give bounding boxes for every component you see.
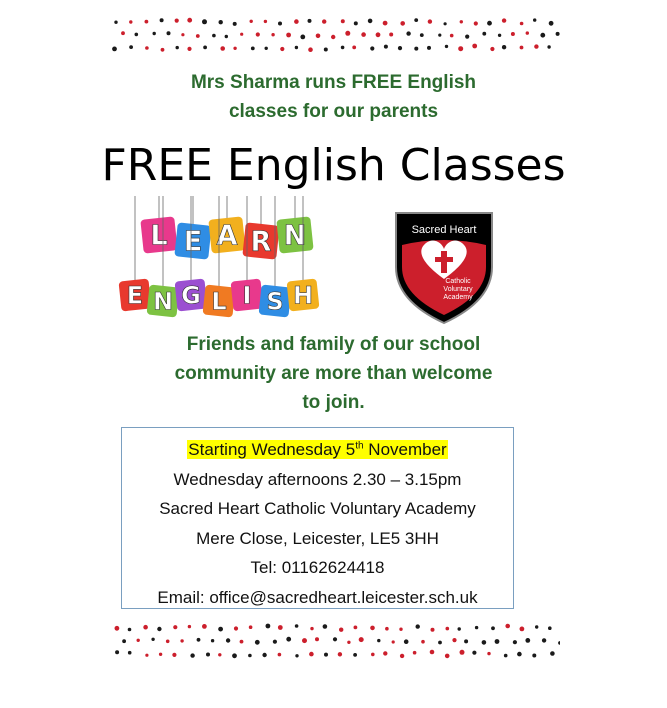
decor-dot <box>219 20 223 24</box>
decor-dot <box>226 638 230 642</box>
decor-dot <box>211 639 214 642</box>
decor-dot <box>310 627 313 630</box>
crest-line-1: Catholic <box>445 278 471 285</box>
decor-dot <box>520 627 525 632</box>
decor-dot <box>278 653 282 657</box>
tag-letter: N <box>152 287 174 316</box>
decor-dot <box>482 32 486 36</box>
decor-dot <box>316 34 321 39</box>
tag-letter: H <box>292 281 314 310</box>
class-details-box <box>121 427 514 609</box>
decor-dot <box>129 20 132 23</box>
decor-dot <box>465 35 469 39</box>
decor-dot <box>472 44 477 49</box>
venue-line: Sacred Heart Catholic Voluntary Academy <box>159 499 476 518</box>
decor-dot <box>271 33 274 36</box>
decor-dot <box>416 624 420 628</box>
start-date-ordinal: th <box>355 440 364 452</box>
decor-dot <box>371 653 375 657</box>
decor-dot <box>532 654 536 658</box>
decor-dot <box>234 626 238 630</box>
start-date-suffix: November <box>363 440 447 459</box>
decor-dot <box>556 32 560 36</box>
tag-letter: I <box>242 281 252 310</box>
decor-dot <box>491 626 495 630</box>
decor-dot <box>225 35 228 38</box>
dot-border-bottom <box>110 622 560 662</box>
decor-dot <box>190 653 194 657</box>
decor-dot <box>256 32 260 36</box>
decor-dot <box>548 626 552 630</box>
decor-dot <box>505 624 510 629</box>
decor-dot <box>420 33 424 37</box>
decor-dot <box>300 35 305 40</box>
decor-dot <box>520 22 524 26</box>
decor-dot <box>406 31 410 35</box>
intro-line-2: classes for our parents <box>228 101 439 122</box>
decor-dot <box>220 46 225 51</box>
decor-dot <box>203 46 207 50</box>
decor-dot <box>558 641 560 645</box>
decor-dot <box>115 650 119 654</box>
tag-letter: A <box>216 220 238 252</box>
decor-dot <box>294 19 299 24</box>
decor-dot <box>400 21 405 26</box>
decor-dot <box>490 47 494 51</box>
decor-dot <box>145 654 148 657</box>
decor-dot <box>354 21 358 25</box>
decor-dot <box>428 19 432 23</box>
decor-dot <box>376 32 381 37</box>
decor-dot <box>398 46 402 50</box>
decor-dot <box>187 47 191 51</box>
decor-dot <box>128 651 132 655</box>
decor-dot <box>115 626 120 631</box>
decor-dot <box>196 34 200 38</box>
decor-dot <box>487 652 490 655</box>
crest-line-3: Academy <box>443 294 473 301</box>
email-line: Email: office@sacredheart.leicester.sch.uk <box>157 587 478 607</box>
decor-dot <box>249 625 253 629</box>
page-title: FREE English Classes <box>101 140 566 191</box>
decor-dot <box>250 20 253 23</box>
decor-dot <box>550 651 555 656</box>
decor-dot <box>421 640 425 644</box>
decor-dot <box>218 627 223 632</box>
decor-dot <box>502 18 506 22</box>
decor-dot <box>399 628 402 631</box>
decor-dot <box>233 22 237 26</box>
decor-dot <box>431 628 435 632</box>
decor-dot <box>534 44 538 48</box>
decor-dot <box>413 651 417 655</box>
decor-dot <box>145 46 149 50</box>
decor-dot <box>302 638 307 643</box>
decor-dot <box>240 33 243 36</box>
decor-dot <box>175 19 179 23</box>
decor-dot <box>513 640 517 644</box>
decor-dot <box>308 47 313 52</box>
decor-dot <box>212 34 216 38</box>
decor-dot <box>333 637 337 641</box>
dot-border-top <box>110 16 560 56</box>
decor-dot <box>233 47 236 50</box>
tag-letter: N <box>283 220 307 252</box>
schedule-line: Wednesday afternoons 2.30 – 3.15pm <box>173 469 462 489</box>
decor-dot <box>197 638 201 642</box>
decor-dot <box>383 651 387 655</box>
decor-dot <box>295 654 298 657</box>
decor-dot <box>324 48 328 52</box>
school-crest <box>392 209 496 325</box>
decor-dot <box>542 638 546 642</box>
decor-dot <box>487 21 492 26</box>
decor-dot <box>361 32 366 37</box>
decor-dot <box>218 653 221 656</box>
decor-dot <box>540 33 545 38</box>
decor-dot <box>427 46 431 50</box>
decor-dot <box>438 641 442 645</box>
decor-dot <box>502 45 506 49</box>
decor-dot <box>341 19 345 23</box>
welcome-line-3: to join. <box>302 392 365 413</box>
decor-dot <box>549 21 554 26</box>
decor-dot <box>286 33 291 38</box>
decor-dot <box>498 34 501 37</box>
decor-dot <box>392 640 395 643</box>
intro-text <box>0 68 667 126</box>
decor-dot <box>122 639 126 643</box>
decor-dot <box>145 20 149 24</box>
decor-dot <box>504 654 508 658</box>
decor-dot <box>345 31 350 36</box>
decor-dot <box>341 46 345 50</box>
decor-dot <box>251 47 255 51</box>
decor-dot <box>474 21 478 25</box>
decor-dot <box>157 627 161 631</box>
decor-dot <box>188 625 191 628</box>
tag-letter: L <box>150 220 168 252</box>
telephone-line: Tel: 01162624418 <box>250 558 385 577</box>
decor-dot <box>414 47 418 51</box>
decor-dot <box>458 46 463 51</box>
decor-dot <box>525 638 530 643</box>
decor-dot <box>383 21 388 26</box>
decor-dot <box>137 639 140 642</box>
decor-dot <box>315 637 319 641</box>
welcome-line-1: Friends and family of our school <box>186 334 481 355</box>
start-date-highlight <box>187 440 447 459</box>
decor-dot <box>202 624 207 629</box>
decor-dot <box>430 650 435 655</box>
decor-dot <box>517 652 522 657</box>
decor-dot <box>511 32 515 36</box>
decor-dot <box>547 45 550 48</box>
decor-dot <box>450 34 454 38</box>
decor-dot <box>255 640 260 645</box>
decor-dot <box>112 47 117 52</box>
decor-dot <box>444 22 447 25</box>
start-date-prefix: Starting Wednesday 5 <box>188 440 356 459</box>
decor-dot <box>278 22 282 26</box>
decor-dot <box>273 640 277 644</box>
decor-dot <box>464 639 468 643</box>
decor-dot <box>322 19 326 23</box>
decor-dot <box>339 628 343 632</box>
decor-dot <box>240 640 244 644</box>
decor-dot <box>265 47 268 50</box>
decor-dot <box>135 33 139 37</box>
decor-dot <box>404 639 409 644</box>
decor-dot <box>389 33 393 37</box>
decor-dot <box>176 46 179 49</box>
decor-dot <box>295 624 299 628</box>
decor-dot <box>173 625 177 629</box>
decor-dot <box>458 627 461 630</box>
decor-dot <box>159 653 162 656</box>
decor-dot <box>280 47 284 51</box>
start-date-line <box>122 435 513 465</box>
decor-dot <box>384 45 388 49</box>
decor-dot <box>295 46 298 49</box>
decor-dot <box>354 626 358 630</box>
decor-dot <box>370 626 375 631</box>
decor-dot <box>167 31 171 35</box>
decor-dot <box>475 626 478 629</box>
decor-dot <box>352 46 356 50</box>
tag-letter: G <box>181 281 201 310</box>
decor-dot <box>400 654 404 658</box>
decor-dot <box>359 637 364 642</box>
decor-dot <box>520 46 524 50</box>
decor-dot <box>533 18 536 21</box>
tag-letter: R <box>250 226 272 258</box>
decor-dot <box>232 653 237 658</box>
decor-dot <box>347 641 350 644</box>
tag-letter: E <box>183 226 203 258</box>
decor-dot <box>377 639 380 642</box>
decor-dot <box>266 624 271 629</box>
decor-dot <box>445 654 450 659</box>
decor-dot <box>129 45 133 49</box>
decor-dot <box>161 48 165 52</box>
decor-dot <box>181 33 184 36</box>
welcome-text <box>0 330 667 417</box>
decor-dot <box>323 624 328 629</box>
decor-dot <box>495 639 500 644</box>
decor-dot <box>368 19 373 24</box>
decor-dot <box>370 46 374 50</box>
decor-dot <box>262 653 266 657</box>
learn-english-graphic <box>116 196 322 336</box>
tag-letter: S <box>266 287 284 316</box>
crest-line-2: Voluntary <box>443 286 473 293</box>
tag-letter: L <box>211 287 227 316</box>
intro-line-1: Mrs Sharma runs FREE English <box>190 72 477 93</box>
decor-dot <box>206 653 210 657</box>
decor-dot <box>353 653 357 657</box>
decor-dot <box>166 640 170 644</box>
decor-dot <box>248 654 252 658</box>
decor-dot <box>160 18 164 22</box>
decor-dot <box>460 650 465 655</box>
decor-dot <box>535 625 538 628</box>
decor-dot <box>309 652 314 657</box>
decor-dot <box>460 20 463 23</box>
decor-dot <box>445 45 448 48</box>
decor-dot <box>172 653 176 657</box>
welcome-line-2: community are more than welcome <box>174 363 493 384</box>
address-line: Mere Close, Leicester, LE5 3HH <box>196 528 439 548</box>
tag-letter: E <box>126 281 144 310</box>
decor-dot <box>452 638 456 642</box>
decor-dot <box>331 35 335 39</box>
decor-dot <box>338 652 342 656</box>
decor-dot <box>526 31 529 34</box>
decor-dot <box>308 19 312 23</box>
decor-dot <box>264 20 267 23</box>
decor-dot <box>151 638 154 641</box>
crest-name: Sacred Heart <box>411 224 477 236</box>
decor-dot <box>472 651 476 655</box>
decor-dot <box>121 31 125 35</box>
decor-dot <box>324 653 328 657</box>
decor-dot <box>114 21 117 24</box>
decor-dot <box>202 19 207 24</box>
decor-dot <box>414 18 418 22</box>
decor-dot <box>446 627 450 631</box>
decor-dot <box>286 637 291 642</box>
decor-dot <box>482 640 487 645</box>
decor-dot <box>187 18 192 23</box>
decor-dot <box>153 32 156 35</box>
decor-dot <box>278 625 283 630</box>
decor-dot <box>143 625 148 630</box>
decor-dot <box>438 34 441 37</box>
decor-dot <box>128 628 132 632</box>
decor-dot <box>180 639 183 642</box>
decor-dot <box>385 627 389 631</box>
